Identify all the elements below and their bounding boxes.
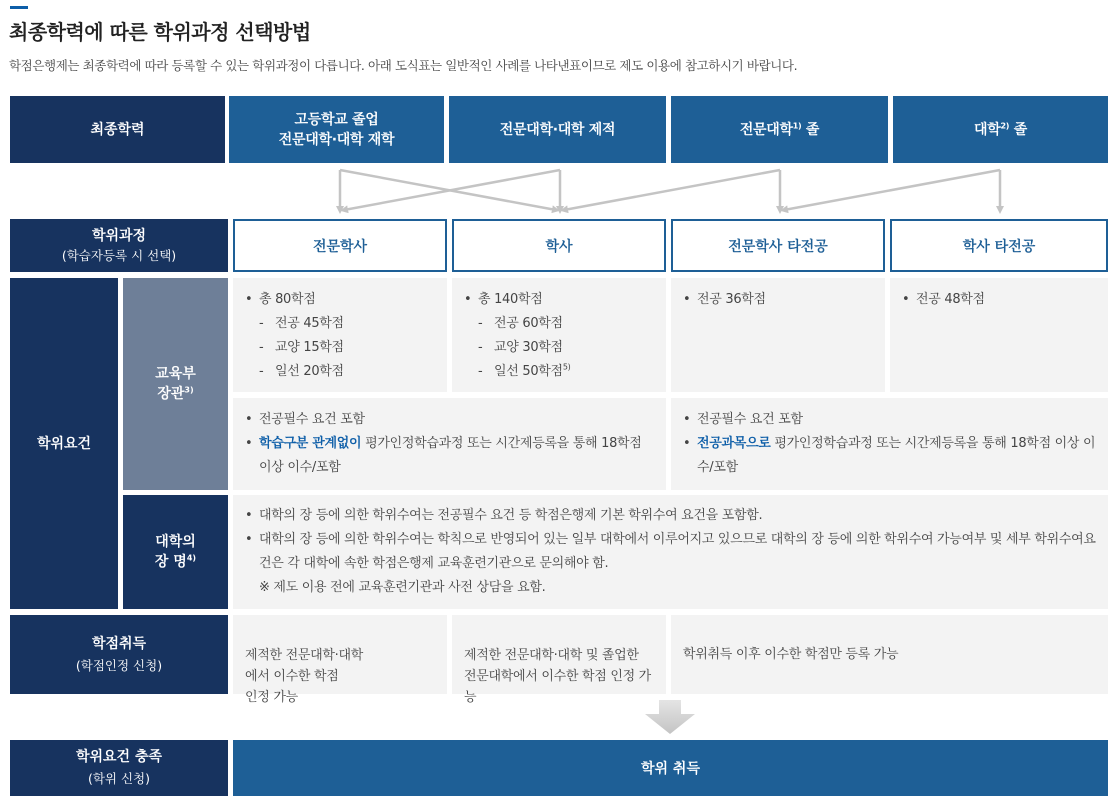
credit-associate: 제적한 전문대학·대학 에서 이수한 학점 인정 가능 (233, 615, 447, 694)
header-col-highschool (229, 96, 444, 163)
header-row-label: 최종학력 (10, 96, 225, 163)
header-col1-line2: 전문대학·대학 재학 (278, 131, 395, 148)
requirements-row-label: 학위요건 (10, 278, 118, 609)
degree-associate: 전문학사 (233, 219, 447, 272)
req-left-notes: • 전공필수 요건 포함 • 학습구분 관계없이 평가인정학습과정 또는 시간제등록을 통해 18학점 이상 이수/포함 (233, 398, 666, 490)
header-col1-line1: 고등학교 졸업 (294, 111, 379, 128)
req-associate-other-credits: • 전공 36학점 (671, 278, 885, 392)
req-bachelor-credits (452, 278, 666, 392)
degree-associate-other-major: 전문학사 타전공 (671, 219, 885, 272)
ministry-label: 교육부 장관$^{3)}$ (123, 278, 228, 490)
univ-president-label: 대학의 장 명$^{4)}$ (123, 495, 228, 609)
req-right-notes: • 전공필수 요건 포함 • 전공과목으로 평가인정학습과정 또는 시간제등록을 통해 18학점 이상 이수/포함 (671, 398, 1108, 490)
credit-row-label: 학점취득 (학점인정 신청) (10, 615, 228, 694)
degree-row-label: 학위과정 (학습자등록 시 선택) (10, 219, 228, 272)
req-bachelor-item: - 전공 60학점 (478, 312, 656, 336)
req-associate-total: • 총 80학점 (245, 288, 437, 312)
final-row-label: 학위요건 충족 (학위 신청) (10, 740, 228, 796)
flow-arrow-icon (0, 160, 1112, 218)
final-result: 학위 취득 (233, 740, 1108, 796)
req-associate-item: - 전공 45학점 (259, 312, 437, 336)
req-associate-credits (233, 278, 447, 392)
degree-bachelor-other-major: 학사 타전공 (890, 219, 1108, 272)
credit-other-major: 학위취득 이후 이수한 학점만 등록 가능 (671, 615, 1108, 694)
page-title: 최종학력에 따른 학위과정 선택방법 (9, 20, 311, 44)
credit-bachelor: 제적한 전문대학·대학 및 졸업한 전문대학에서 이수한 학점 인정 가 능 (452, 615, 666, 694)
header-col-dropout: 전문대학·대학 제적 (449, 96, 666, 163)
req-bachelor-total: • 총 140학점 (464, 288, 656, 312)
req-bachelor-other-credits: • 전공 48학점 (890, 278, 1108, 392)
req-associate-item: - 교양 15학점 (259, 336, 437, 360)
req-bachelor-item: - 교양 30학점 (478, 336, 656, 360)
req-associate-item: - 일선 20학점 (259, 360, 437, 384)
req-bachelor-item: - 일선 50학점$^{5)}$ (478, 360, 656, 384)
degree-bachelor: 학사 (452, 219, 666, 272)
down-arrow-icon (645, 700, 695, 736)
title-accent-bar (10, 6, 28, 9)
univ-president-notes: • 대학의 장 등에 의한 학위수여는 전공필수 요건 등 학점은행제 기본 학위수여 요건을 포함함. • 대학의 장 등에 의한 학위수여는 학칙으로 반영되어 있는 일부 대학에서 이루어지고 있으므로 대학의 장 등에 의한 학위수여 가능여부 및 세부 학위수여요건은 각 대학에 속한 학점은행제 교육훈련기관으로 문의해야 함. ※ 제도 이용 전에 교육훈련기관과 사전 상담을 요함. (233, 495, 1108, 609)
header-col-college-grad: 전문대학$^{1)}$ 졸 (671, 96, 888, 163)
header-col-univ-grad: 대학$^{2)}$ 졸 (893, 96, 1108, 163)
intro-text: 학점은행제는 최종학력에 따라 등록할 수 있는 학위과정이 다릅니다. 아래 도식표는 일반적인 사례를 나타낸표이므로 제도 이용에 참고하시기 바랍니다. (9, 58, 798, 73)
